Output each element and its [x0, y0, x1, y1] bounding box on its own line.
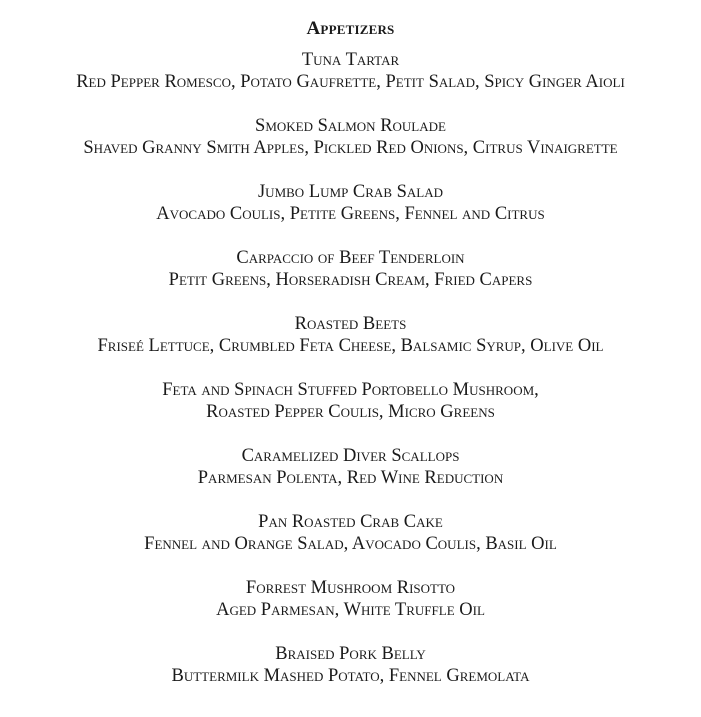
- menu-item: [0, 511, 701, 555]
- menu-item: [0, 313, 701, 357]
- menu-item-name: Forrest Mushroom Risotto: [245, 578, 456, 598]
- menu-item: [0, 643, 701, 687]
- menu-item-name: Braised Pork Belly: [275, 644, 426, 664]
- menu-item-name: Carpaccio of Beef Tenderloin: [236, 248, 465, 268]
- menu-item: [0, 379, 701, 423]
- menu-item-description: Parmesan Polenta, Red Wine Reduction: [197, 468, 504, 488]
- menu-item-name: Caramelized Diver Scallops: [241, 446, 460, 466]
- menu-item: [0, 577, 701, 621]
- menu-item-description: Fennel and Orange Salad, Avocado Coulis, Basil Oil: [144, 534, 557, 554]
- menu-item-description: Aged Parmesan, White Truffle Oil: [216, 600, 485, 620]
- menu-item-description: Friseé Lettuce, Crumbled Feta Cheese, Balsamic Syrup, Olive Oil: [97, 336, 604, 356]
- menu-item: [0, 49, 701, 93]
- menu-item-name: Tuna Tartar: [301, 50, 400, 70]
- menu-item-description: Avocado Coulis, Petite Greens, Fennel and Citrus: [156, 204, 545, 224]
- menu-item: [0, 115, 701, 159]
- menu-item-description: Buttermilk Mashed Potato, Fennel Gremolata: [171, 666, 530, 686]
- menu-item-description: Roasted Pepper Coulis, Micro Greens: [206, 402, 495, 422]
- menu-item-name: Pan Roasted Crab Cake: [258, 512, 443, 532]
- menu-item-name: Smoked Salmon Roulade: [255, 116, 446, 136]
- menu-item-description: Red Pepper Romesco, Potato Gaufrette, Petit Salad, Spicy Ginger Aioli: [76, 72, 625, 92]
- appetizer-list: [0, 49, 701, 687]
- menu-item-name: Jumbo Lump Crab Salad: [257, 182, 444, 202]
- menu-item-description: Shaved Granny Smith Apples, Pickled Red Onions, Citrus Vinaigrette: [83, 138, 618, 158]
- menu-item: [0, 247, 701, 291]
- menu-item: [0, 181, 701, 225]
- menu-item-description: Petit Greens, Horseradish Cream, Fried Capers: [168, 270, 533, 290]
- section-title: Appetizers: [306, 18, 395, 39]
- menu-item-name: Feta and Spinach Stuffed Portobello Mushroom,: [162, 380, 539, 400]
- menu-item-name: Roasted Beets: [294, 314, 407, 334]
- menu-item: [0, 445, 701, 489]
